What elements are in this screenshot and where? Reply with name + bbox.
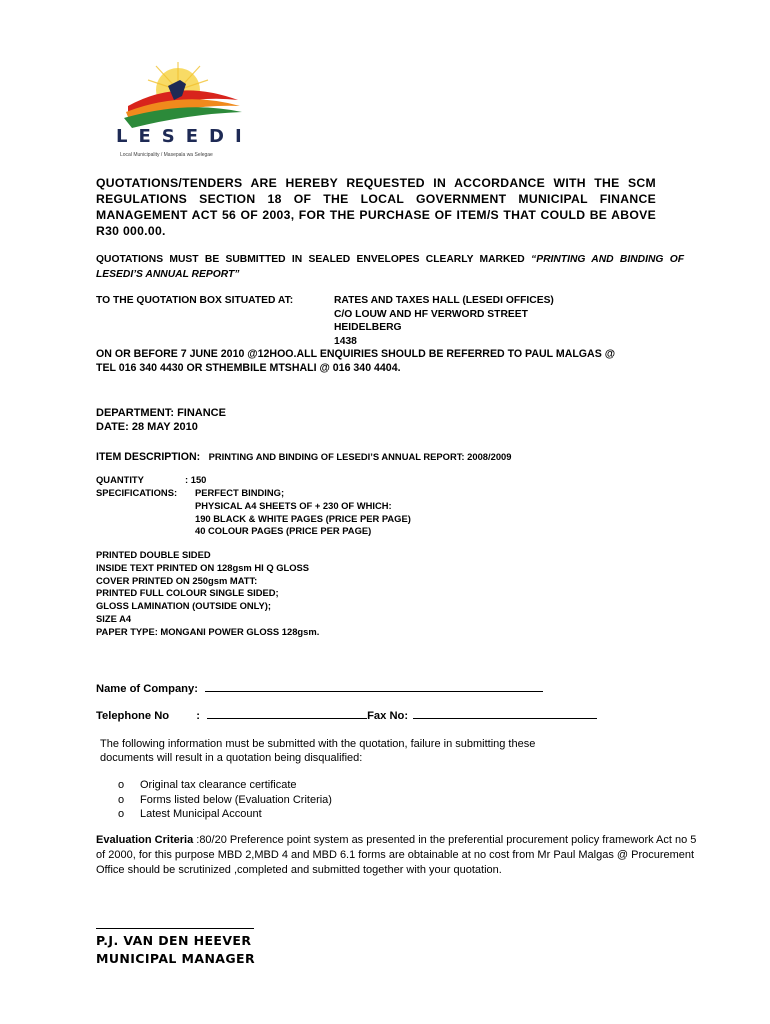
spec-line: 40 COLOUR PAGES (PRICE PER PAGE): [195, 525, 372, 537]
department: DEPARTMENT: FINANCE: [96, 407, 226, 419]
spec-line: PHYSICAL A4 SHEETS OF + 230 OF WHICH:: [195, 499, 392, 511]
deadline: [96, 348, 615, 375]
company-label: Name of Company:: [96, 683, 198, 695]
intro-paragraph: QUOTATIONS/TENDERS ARE HEREBY REQUESTED IN ACCORDANCE WITH THE SCM REGULATIONS SECTION 18 OF THE LOCAL GOVERNMENT MUNICIPAL FINANCE MANAGEMENT ACT 56 OF 2003, FOR THE PURCHASE OF ITEM/S THAT COULD BE ABOVE R30 000.00.: [96, 176, 656, 238]
requirements-intro-line: The following information must be submitted with the quotation, failure in submitting these: [100, 738, 536, 750]
print-spec-line: GLOSS LAMINATION (OUTSIDE ONLY);: [96, 600, 271, 612]
department-date: [96, 406, 226, 434]
signatory-title: MUNICIPAL MANAGER: [96, 951, 256, 966]
item-description: [96, 447, 511, 465]
telephone-colon: :: [196, 710, 200, 722]
logo-tagline: Local Municipality / Masepala wa Selegae: [120, 152, 213, 158]
list-item: o Original tax clearance certificate: [118, 779, 297, 791]
signatory: [96, 932, 255, 968]
submission-paragraph: [96, 252, 684, 282]
address-line: 1438: [334, 335, 357, 347]
address-line: HEIDELBERG: [334, 322, 402, 333]
box-label: TO THE QUOTATION BOX SITUATED AT:: [96, 295, 294, 306]
logo-graphic: [108, 60, 258, 130]
logo-wordmark: LESEDI: [116, 126, 253, 147]
address-line: RATES AND TAXES HALL (LESEDI OFFICES): [334, 295, 554, 306]
print-specs: [96, 549, 319, 639]
signature-line: [96, 928, 254, 929]
requirements-intro-line: documents will result in a quotation being disqualified:: [100, 752, 363, 764]
company-field[interactable]: [205, 681, 543, 692]
bullet-icon: o: [118, 793, 125, 806]
item-label: ITEM DESCRIPTION:: [96, 451, 201, 463]
quantity-label: QUANTITY: [96, 474, 144, 485]
telephone-field[interactable]: [207, 708, 367, 719]
quantity-value: : 150: [185, 474, 207, 485]
print-spec-line: COVER PRINTED ON 250gsm MATT:: [96, 574, 258, 586]
address-line: C/O LOUW AND HF VERWORD STREET: [334, 308, 528, 320]
print-spec-line: PRINTED DOUBLE SIDED: [96, 549, 211, 560]
bullet-icon: o: [118, 808, 125, 820]
print-spec-line: PRINTED FULL COLOUR SINGLE SIDED;: [96, 587, 279, 599]
item-value: PRINTING AND BINDING OF LESEDI’S ANNUAL REPORT: 2008/2009: [208, 451, 512, 462]
requirements-intro: [100, 737, 535, 765]
list-item: o Forms listed below (Evaluation Criteria): [118, 793, 332, 806]
deadline-line: TEL 016 340 4430 OR STHEMBILE MTSHALI @ 016 340 4404.: [96, 361, 401, 374]
evaluation-criteria: [96, 833, 704, 878]
evaluation-label: Evaluation Criteria: [96, 834, 194, 846]
print-spec-line: INSIDE TEXT PRINTED ON 128gsm HI Q GLOSS: [96, 561, 310, 573]
specifications-label: SPECIFICATIONS:: [96, 487, 178, 498]
lesedi-logo: [108, 60, 258, 165]
print-spec-line: PAPER TYPE: MONGANI POWER GLOSS 128gsm.: [96, 625, 320, 637]
company-row: [96, 681, 543, 695]
signatory-name: P.J. VAN DEN HEEVER: [96, 933, 252, 948]
bullet-icon: o: [118, 779, 125, 791]
list-item: o Latest Municipal Account: [118, 808, 262, 820]
evaluation-text: :80/20 Preference point system as presented in the preferential procurement policy framework Act no 5 of 2000, for this purpose MBD 2,MBD 4 and MBD 6.1 forms are obtainable at no cost from Mr Paul Malgas @ Procurement Office should be scrutinized ,completed and submitted together with your quotation.: [96, 834, 697, 876]
deadline-line: ON OR BEFORE 7 JUNE 2010 @12HOO.ALL ENQUIRIES SHOULD BE REFERRED TO PAUL MALGAS @: [96, 348, 616, 360]
spec-line: 190 BLACK & WHITE PAGES (PRICE PER PAGE): [195, 512, 411, 524]
fax-field[interactable]: [413, 708, 597, 719]
print-spec-line: SIZE A4: [96, 612, 132, 624]
spec-line: PERFECT BINDING;: [195, 487, 285, 498]
submission-marking: “PRINTING AND BINDING OF LESEDI’S ANNUAL REPORT”: [96, 254, 684, 280]
telephone-label: Telephone No: [96, 710, 170, 722]
telephone-row: [96, 708, 597, 722]
requirements-list: [100, 778, 332, 822]
date: DATE: 28 MAY 2010: [96, 421, 198, 433]
fax-label: Fax No:: [367, 710, 409, 722]
specifications-list: [195, 487, 411, 538]
submission-prefix: QUOTATIONS MUST BE SUBMITTED IN SEALED ENVELOPES CLEARLY MARKED: [96, 254, 532, 265]
box-address: [334, 294, 554, 348]
